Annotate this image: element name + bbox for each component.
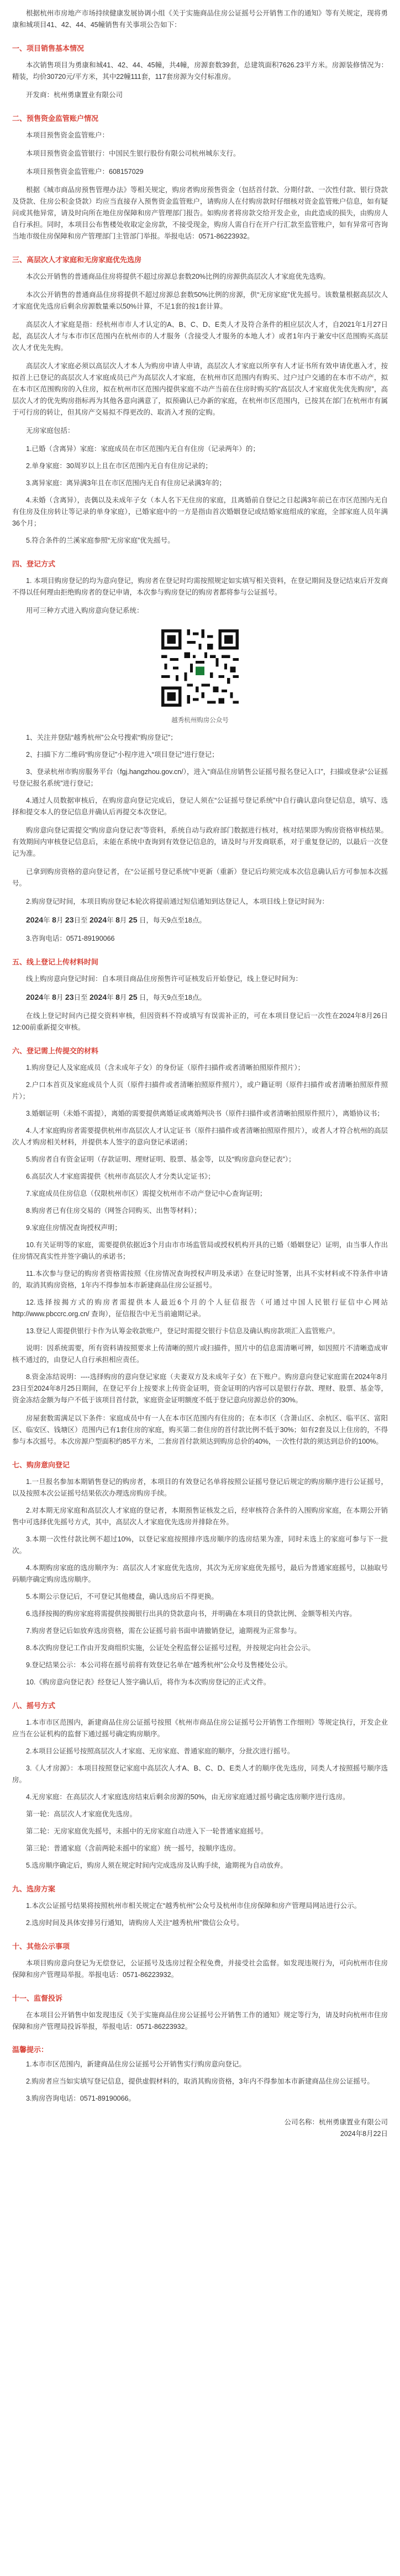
date-year-start: 2024	[26, 993, 44, 1001]
section-3-p3: 高层次人才家庭是指：经杭州市市人才认定的A、B、C、D、E类人才及符合条件的相应层次人才，自2021年1月27日起，高层次人才与本市市区范围内在杭州市的人才服务（含接受人才服务的本地人才）或者1年内于兼安中区范围购买高层次人才优先先购。	[12, 321, 388, 352]
section-7-title: 七、购房意向登记	[12, 1461, 70, 1469]
section-8-item: 第二轮：无房家庭优先摇号，未摇中的无房家庭自动进入下一轮普通家庭摇号。	[26, 1827, 268, 1835]
section-6-item: 11.本次参与登记的购房者资格需按照《住房情况查询授权声明及承诺》在登记时签署，出具不实材料或不符条件申请的，取消其购房资格，1年内不得参加本市新建商品住房公证摇号。	[12, 1270, 388, 1289]
section-11-title: 十一、监督投诉	[12, 1994, 63, 2002]
signature-date: 2024年8月22日	[340, 2130, 388, 2138]
qr-caption: 越秀杭州购房公众号	[171, 717, 229, 724]
section-2-p4: 根据《城市商品房预售管理办法》等相关规定，购房者购房预售资金（包括首付款、分期付款、一次性付款、银行贷款及贷款、住房公积金贷款）均应当直接存入预售资金监管账户，请购房人在付购房款时仔细核对资金监管账户信息，如有疑问或其他异常，请及时向所在地住房保障和房产管理部门报告。如购房者将房款交给开发企业，由此造成的损失，由购房人自行承担。同时，本项目公布售楼处收取定金房款，不接受现金，购房人需自行在开户行汇款至监管账户，如有异常可咨询当地市级住房保障和房产管理部门主管部门举报。举报电话：0571-86223932。	[12, 186, 388, 240]
section-4-item: 2、扫描下方二维码“购房登记”小程序进入“项目登记”进行登记；	[26, 751, 219, 759]
section-8-item: 5.选房顺序确定后，购房人须在规定时间内完成选房及认购手续，逾期视为自动放弃。	[26, 1862, 287, 1869]
section-6-item: 13.登记人需提供银行卡作为认筹金收款账户，登记时需提交银行卡信息及确认购房款项汇入监管账户。	[26, 1327, 340, 1335]
section-3-item: 2.单身家庭：30周岁以上且在市区范围内无自有住房记录的；	[26, 462, 212, 470]
reminder-title: 温馨提示：	[12, 2045, 49, 2054]
section-4-p3: 4.通过人员数据审核后，在购房意向登记完成后，登记人须在“公证摇号登记系统”中自行确认意向登记信息，填写、选择和提交本人的登记信息并确认后再提交本次登记。	[12, 797, 388, 816]
section-4-p2: 用可三种方式进入购房意向登记系统：	[26, 607, 144, 614]
section-3-item: 3.离异家庭：离异满3年且在市区范围内无自有住房记录满3年的；	[26, 479, 226, 487]
section-8-title: 八、摇号方式	[12, 1702, 56, 1710]
section-7-item: 7.购房者登记后如放弃选房资格，需在公证摇号前书面申请撤销登记，逾期视为正常参与。	[26, 1627, 301, 1635]
signature-block	[12, 2117, 388, 2140]
date-day-start: 23	[65, 915, 74, 924]
section-6-item: 1.购房登记人及家庭成员（含未成年子女）的身份证（原件扫描件或者清晰拍照原件照片）；	[26, 1064, 305, 1072]
section-6-item: 12.选择按揭方式的购房者需提供本人最近6个月的个人征信报告（可通过中国人民银行征信中心网站 http://www.pbccrc.org.cn/ 查询），征信报告中无当前逾期记录。	[12, 1298, 388, 1318]
section-7-item: 6.选择按揭的购房家庭将需提供按揭银行出具的贷款意向书，并明确在本项目的贷款比例、金额等相关内容。	[26, 1610, 356, 1618]
section-3-p1: 本次公开销售的普通商品住房将提供不超过房源总套数20%比例的房源供高层次人才家庭优先选购。	[26, 273, 330, 280]
section-7-item: 5.本期公示登记后，不可登记其他楼盘，确认选房后不得更换。	[26, 1593, 218, 1600]
section-8-item: 第一轮：高层次人才家庭优先选房。	[26, 1810, 137, 1818]
qr-code-block	[12, 627, 388, 724]
date-month-end: 8	[115, 915, 120, 924]
section-6-item: 4.人才家庭购房者需要提供杭州市高层次人才认定证书（原件扫描件或者清晰拍照原件照片），或者人才符合杭州的高层次人才购房相关材料，并提供本人签字的意向登记承诺函；	[12, 1127, 388, 1146]
section-7-item: 1.一旦报名参加本期销售登记的购房者，本项目的有效登记名单将按照公证摇号登记后规定的购房顺序进行公证摇号，以及按照本次公证摇号结果依次办理选房购房手续。	[12, 1478, 388, 1497]
reminder-item: 3.购房咨询电话：0571-89190066。	[26, 2095, 136, 2102]
section-6-item: 9.家庭住房情况查询授权声明；	[26, 1224, 122, 1232]
date-month-start: 8	[52, 993, 56, 1001]
section-4-p6: 2.购房登记时间，本项目购房登记本轮次将提前通过短信通知到达登记人，本项目线上登记时间为：	[26, 898, 329, 905]
section-4-p5: 已拿到购房资格的意向登记者，在“公证摇号登记系统”中更新（重新）登记后均须完成本次信息确认后方可参加本次摇号。	[12, 868, 388, 887]
date-day-end: 25	[128, 993, 138, 1001]
section-2-p3: 本项目预售资金监管账户：608157029	[26, 168, 144, 176]
section-1-p1: 本次销售项目为勇康和城41、42、44、45幢，共4幢，房源套数39套，总建筑面积7626.23平方米。房源装修情况为：精装，均价30720元/平方米，其中22幢111套，117套房源为交付标准房。	[12, 61, 388, 81]
reminder-item: 1.本市市区范围内，新建商品住房公证摇号公开销售实行购房意向登记。	[26, 2060, 246, 2068]
section-8-item: 2.本项目公证摇号按照高层次人才家庭、无房家庭、普通家庭的顺序，分批次进行摇号。	[26, 1747, 294, 1755]
date-day-end: 25	[128, 915, 138, 924]
date-year-start: 2024	[26, 915, 44, 924]
date-year-end: 2024	[89, 993, 107, 1001]
section-4-item: 3、登录杭州市购房服务平台（fgj.hangzhou.gov.cn/），进入“商品住房销售公证摇号报名登记入口”，扫描或登录“公证摇号登记报名系统”进行登记；	[12, 768, 388, 787]
section-3-item: 4.未婚（含离异），丧偶以及未成年子女（本人名下无住房的家庭，且离婚前自登记之日起满3年前已在市区范围内无自有住房及住房转让等记录的单身家庭），已婚家庭中的一方是指由首次婚姻登记或结婚家庭组成的家庭，全部家庭人员年满36个月；	[12, 496, 388, 527]
section-4-p7: 3.咨询电话：0571-89190066	[26, 935, 115, 942]
date-day-start: 23	[65, 993, 74, 1001]
section-3-p4: 高层次人才家庭必须以高层次人才本人为购房申请人申请，高层次人才家庭以所享有人才证书所有效申请优惠入才，按拟首上已登记的高层次人才家庭成员已产为高层次人才家庭，在杭州市区范围内有购买、过户过户交通的在本市不动产，拟在本市区范围购房的入住房，拟在杭州市区范围内提供家庭不动产当前在住房时购买的“高层次人才家庭优先优先购房”，高层次人才的优先购房指标再为其他各意向满意了，拟预确认已办新的家庭，在杭州市区范围内，已按其在部门在杭州市有属于可行房的转让，但其房产交易拟不得更改的、取消入才预的定购。	[12, 362, 388, 416]
date-month-start: 8	[52, 915, 56, 924]
section-4-item: 1、关注并登陆“越秀杭州”公众号搜索“购房登记”；	[26, 734, 177, 741]
section-6-house: 房屋套数需满足以下条件：家庭成员中有一人在本市区范围内有住房的；在本市区（含萧山区、余杭区、临平区、富阳区、临安区、钱塘区）范围内已有1套住房的家庭，购买第二套住房的首付款比例不低于30%；如有2套及以上住房的，不得参与本次摇号。本次房源户型面积约85平方米，二套房首付款须达到购房总价的40%，一次性付款的须达到总价的100%。	[12, 1414, 388, 1445]
section-2-title: 二、预售资金监管账户情况	[12, 114, 99, 123]
section-2-p1: 本项目预售资金监管账户：	[26, 131, 109, 139]
section-4-p4: 购房意向登记需提交“购房意向登记表”等资料，系统自动与政府部门数据进行核对，核对结果即为购房资格审核结果。有效期间内审核登记信息后，未能在系统中查询到有效登记信息的，请及时与开发商联系，对于重复登记的，以最后一次登记为准。	[12, 826, 388, 857]
section-6-item: 10.有关证明等的家庭，需要提供依据近3个月由市市场监管局或授权机构开具的已婚（婚姻登记）证明，由当事人作出住房情况真实性并签字确认的承诺书；	[12, 1241, 388, 1260]
date-suffix: 日，每天9点至18点。	[139, 916, 206, 924]
section-8-item: 第三轮：普通家庭（含前两轮未摇中的家庭）统一摇号，按顺序选房。	[26, 1844, 240, 1852]
section-6-item: 8.购房者已有住房交易的（网签合同购买、出售等材料）；	[26, 1207, 201, 1215]
section-6-fund: 8.资金冻结说明：----选择购房的意向登记家庭（夫妻双方及未成年子女）在下账户。购房意向登记家庭需在2024年8月23日至2024年8月25日期间，在登记平台上按要求上传资金证明，资金证明的内容可以是银行存款、理财、股票、基金等，资金冻结金额为每户不低于该项目首付款，家庭资金证明额度不低于登记意向房源总价的30%。	[12, 1373, 388, 1404]
section-6-item: 7.家庭成员住房信息（仅限杭州市区）需提交杭州市不动产登记中心查询证明；	[26, 1190, 267, 1197]
section-9-title: 九、选房方案	[12, 1885, 56, 1893]
section-6-item: 3.婚姻证明（未婚不需提），离婚的需要提供离婚证或离婚判决书（原件扫描件或者清晰拍照原件照片），离婚协议书；	[26, 1110, 384, 1117]
section-3-p5: 无房家庭包括：	[26, 427, 75, 434]
section-3-title: 三、高层次人才家庭和无房家庭优先选房	[12, 256, 142, 264]
reminder-item: 2.购房者应当如实填写登记信息，提供虚假材料的，取消其购房资格，3年内不得参加本市新建商品住房公证摇号。	[26, 2077, 374, 2085]
date-suffix: 日，每天9点至18点。	[139, 994, 206, 1001]
section-7-item: 9.登记结果公示：本公司将在摇号前将有效登记名单在“越秀杭州”公众号及售楼处公示。	[26, 1661, 292, 1669]
section-6-item: 6.高层次人才家庭需提供《杭州市高层次人才分类认定证书》；	[26, 1173, 215, 1180]
section-8-item: 1.本市市区范围内，新建商品住房公证摇号按照《杭州市商品住房公证摇号公开销售工作细则》等规定执行，开发企业应当在公证机构的监督下通过摇号确定购房顺序。	[12, 1719, 388, 1738]
section-8-item: 4.无房家庭：在高层次人才家庭选房结束后剩余房源的50%，由无房家庭通过摇号确定选房顺序进行选房。	[26, 1793, 350, 1801]
section-3-p2: 本次公开销售的普通商品住房将提供不超过房源总套数50%比例的房源，供“无房家庭”优先摇号。该数量根据高层次人才家庭优先选房后剩余房源数量乘以50%计算，不足1套的按1套计算。	[12, 291, 388, 310]
section-4-date-line: 2024年 8月 23日至 2024年 8月 25 日，每天9点至18点。	[26, 915, 206, 924]
section-7-item: 10.《购房意向登记表》经登记人签字确认后，将作为本次购房登记的正式文件。	[26, 1678, 271, 1686]
section-4-p1: 1. 本项目购房登记的均为意向登记，购房者在登记时均需按照规定如实填写相关资料，在登记期间及登记结束后开发商不得以任何理由拒绝购房者的登记申请，本次参与购房登记的购房者都将参与公证摇号。	[12, 577, 388, 596]
section-6-item: 2.户口本首页及家庭成员个人页（原件扫描件或者清晰拍照原件照片），或户籍证明（原件扫描件或者清晰拍照原件照片）；	[12, 1081, 388, 1100]
section-5-p2: 在线上登记时间内已提交资料审核，但因资料不符或填写有误需补正的，可在本项目登记后一次性在2024年8月26日12:00前重新提交审核。	[12, 1012, 388, 1031]
qr-code-image[interactable]	[159, 627, 241, 709]
section-10-title: 十、其他公示事项	[12, 1942, 70, 1950]
section-7-item: 3.本期一次性付款比例不超过10%，以登记家庭按照排序选房顺序的选房结果为准，同时未选上的家庭可参与下一批次。	[12, 1535, 388, 1555]
section-5-p1: 线上购房意向登记时间：自本项目商品住房预售许可证核发后开始登记，线上登记时间为：	[26, 975, 303, 983]
section-4-title: 四、登记方式	[12, 560, 56, 568]
intro-paragraph: 根据杭州市房地产市场持续健康发展协调小组《关于实施商品住房公证摇号公开销售工作的通知》等有关规定，现将勇康和城项目41、42、44、45幢销售有关事项公告如下：	[12, 9, 388, 29]
section-8-item: 3.《人才房源》：本项目按照登记家庭中高层次人才A、B、C、D、E类人才的顺序优先选房，同类人才按照摇号顺序选房。	[12, 1764, 388, 1784]
section-5-title: 五、线上登记上传材料时间	[12, 958, 99, 966]
section-10-p1: 本项目购房意向登记为无偿登记，公证摇号及选房过程全程免费，并接受社会监督。如发现违规行为，可向杭州市住房保障和房产管理局举报。举报电话：0571-86223932。	[12, 1959, 388, 1979]
section-1-title: 一、项目销售基本情况	[12, 44, 85, 52]
date-month-end: 8	[115, 993, 120, 1001]
section-3-item: 1.已婚（含离异）家庭：家庭成员在市区范围内无自有住房（记录两年）的；	[26, 445, 260, 453]
section-3-item: 5.符合条件的兰溪家庭参照“无房家庭”优先摇号。	[26, 537, 175, 544]
section-2-p2: 本项目预售资金监管银行：中国民生银行股份有限公司杭州城东支行。	[26, 150, 240, 157]
section-1-p2: 开发商：杭州勇康置业有限公司	[26, 91, 123, 99]
signature-company: 公司名称：杭州勇康置业有限公司	[284, 2118, 388, 2126]
section-7-item: 4.本期购房家庭的选房顺序为：高层次人才家庭优先选房，其次为无房家庭优先摇号，最后为普通家庭摇号，以抽取号码顺序确定购房选房顺序。	[12, 1564, 388, 1583]
section-6-title: 六、登记需上传提交的材料	[12, 1047, 99, 1055]
section-11-p1: 在本项目公开销售中如发现违反《关于实施商品住房公证摇号公开销售工作的通知》规定等行为，请及时向杭州市住房保障和房产管理局投诉举报，举报电话：0571-86223932。	[12, 2011, 388, 2031]
section-7-item: 8.本次购房登记工作由开发商组织实施，公证处全程监督公证摇号过程，并按规定向社会公示。	[26, 1644, 315, 1652]
section-5-date-line: 2024年 8月 23日至 2024年 8月 25 日，每天9点至18点。	[26, 993, 206, 1001]
section-9-item: 1.本次公证摇号结果将按照杭州市相关规定在“越秀杭州”公众号及杭州市住房保障和房产管理局网站进行公示。	[26, 1902, 361, 1910]
section-9-item: 2.选房时间及具体安排另行通知，请购房人关注“越秀杭州”微信公众号。	[26, 1919, 244, 1927]
section-6-item: 说明：因系统需要，所有资料请按照要求上传清晰的照片或扫描件，照片中的信息需清晰可辨，如因照片不清晰造成审核不通过的，由登记人自行承担相应责任。	[12, 1344, 388, 1364]
section-6-item: 5.购房者自有资金证明（存款证明、理财证明、股票、基金等，以及“购房意向登记表”）；	[26, 1156, 296, 1163]
section-7-item: 2.对本期无房家庭和高层次人才家庭的登记者，本期预售证核发之后，经审核符合条件的入围购房家庭，在本期公开销售中可选择优先摇号方式，其中，高层次人才家庭优先选房并排除在外。	[12, 1507, 388, 1526]
date-year-end: 2024	[89, 915, 107, 924]
